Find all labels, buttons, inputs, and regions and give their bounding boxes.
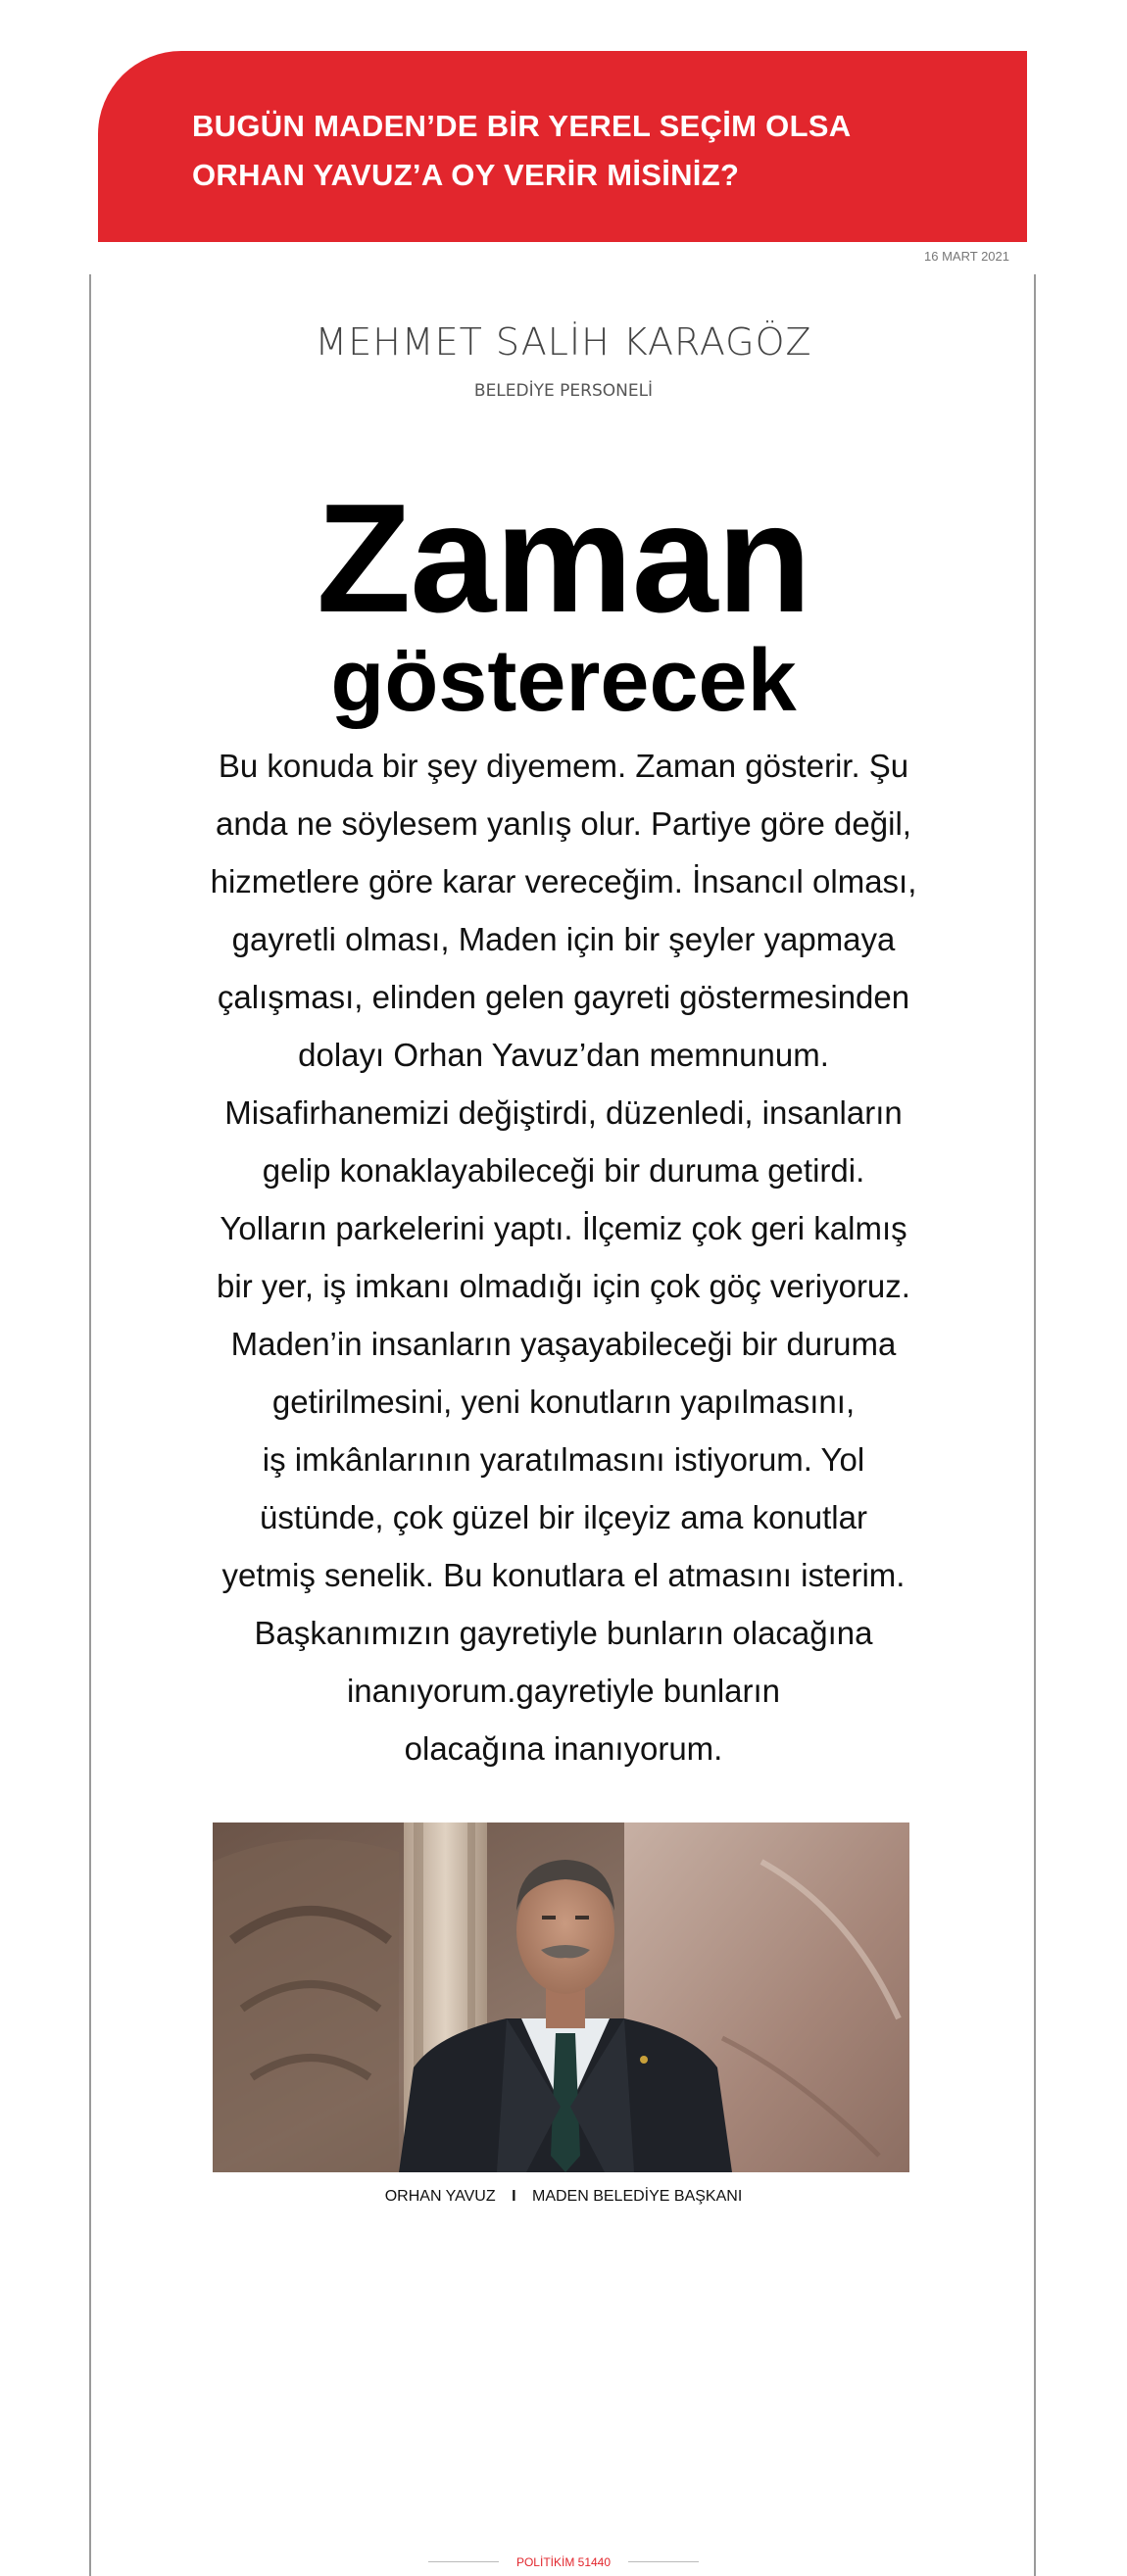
headline-line-1: Zaman	[316, 472, 811, 645]
article-body-line: çalışması, elinden gelen gayreti göstermesinden	[217, 979, 910, 1015]
article-body-line: olacağına inanıyorum.	[404, 1730, 723, 1767]
headline-banner	[98, 51, 1027, 242]
headline-line-2: gösterecek	[330, 632, 797, 730]
author-name: MEHMET SALİH KARAGÖZ	[315, 320, 812, 364]
article-body-line: yetmiş senelik. Bu konutlara el atmasını isterim.	[221, 1557, 906, 1593]
footer-label: POLİTİKİM 51440	[515, 2554, 612, 2569]
banner-question-line-2: ORHAN YAVUZ’A OY VERİR MİSİNİZ?	[192, 158, 740, 192]
article-body-line: bir yer, iş imkanı olmadığı için çok göç veriyoruz.	[217, 1268, 910, 1304]
photo-caption	[0, 2188, 1127, 2206]
article-body-line: Misafirhanemizi değiştirdi, düzenledi, insanların	[224, 1094, 903, 1131]
article-body-line: dolayı Orhan Yavuz’dan memnunum.	[298, 1037, 829, 1073]
article-body-line: Başkanımızın gayretiyle bunların olacağına	[254, 1615, 873, 1651]
page-footer	[0, 2553, 1127, 2571]
article-body-line: gayretli olması, Maden için bir şeyler yapmaya	[231, 921, 896, 957]
footer-rule-right	[628, 2561, 699, 2562]
footer-rule-left	[428, 2561, 499, 2562]
article-body-line: Maden’in insanların yaşayabileceği bir duruma	[230, 1326, 897, 1362]
author-role: BELEDİYE PERSONELİ	[473, 381, 654, 401]
article-body-line: üstünde, çok güzel bir ilçeyiz ama konutlar	[260, 1499, 867, 1535]
article-body-line: anda ne söylesem yanlış olur. Partiye göre değil,	[216, 805, 911, 842]
article-body-line: iş imkânlarının yaratılmasını istiyorum. Yol	[262, 1441, 865, 1478]
article-body-line: inanıyorum.gayretiyle bunların	[346, 1673, 781, 1709]
article-body-line: Yolların parkelerini yaptı. İlçemiz çok geri kalmış	[220, 1210, 907, 1246]
caption-name: ORHAN YAVUZ	[384, 2188, 496, 2205]
caption-separator: I	[512, 2188, 516, 2205]
caption-title: MADEN BELEDİYE BAŞKANI	[531, 2188, 743, 2205]
article-body-line: getirilmesini, yeni konutların yapılmasını,	[271, 1384, 856, 1420]
article-body	[176, 737, 951, 1777]
article-body-line: gelip konaklayabileceği bir duruma getirdi.	[262, 1152, 865, 1189]
banner-question-line-1: BUGÜN MADEN’DE BİR YEREL SEÇİM OLSA	[192, 109, 852, 143]
article-body-line: hizmetlere göre karar vereceğim. İnsancıl olması,	[210, 863, 917, 899]
portrait-photo	[213, 1823, 909, 2172]
article-body-line: Bu konuda bir şey diyemem. Zaman gösterir. Şu	[218, 748, 909, 784]
publication-date: 16 MART 2021	[924, 249, 1009, 264]
